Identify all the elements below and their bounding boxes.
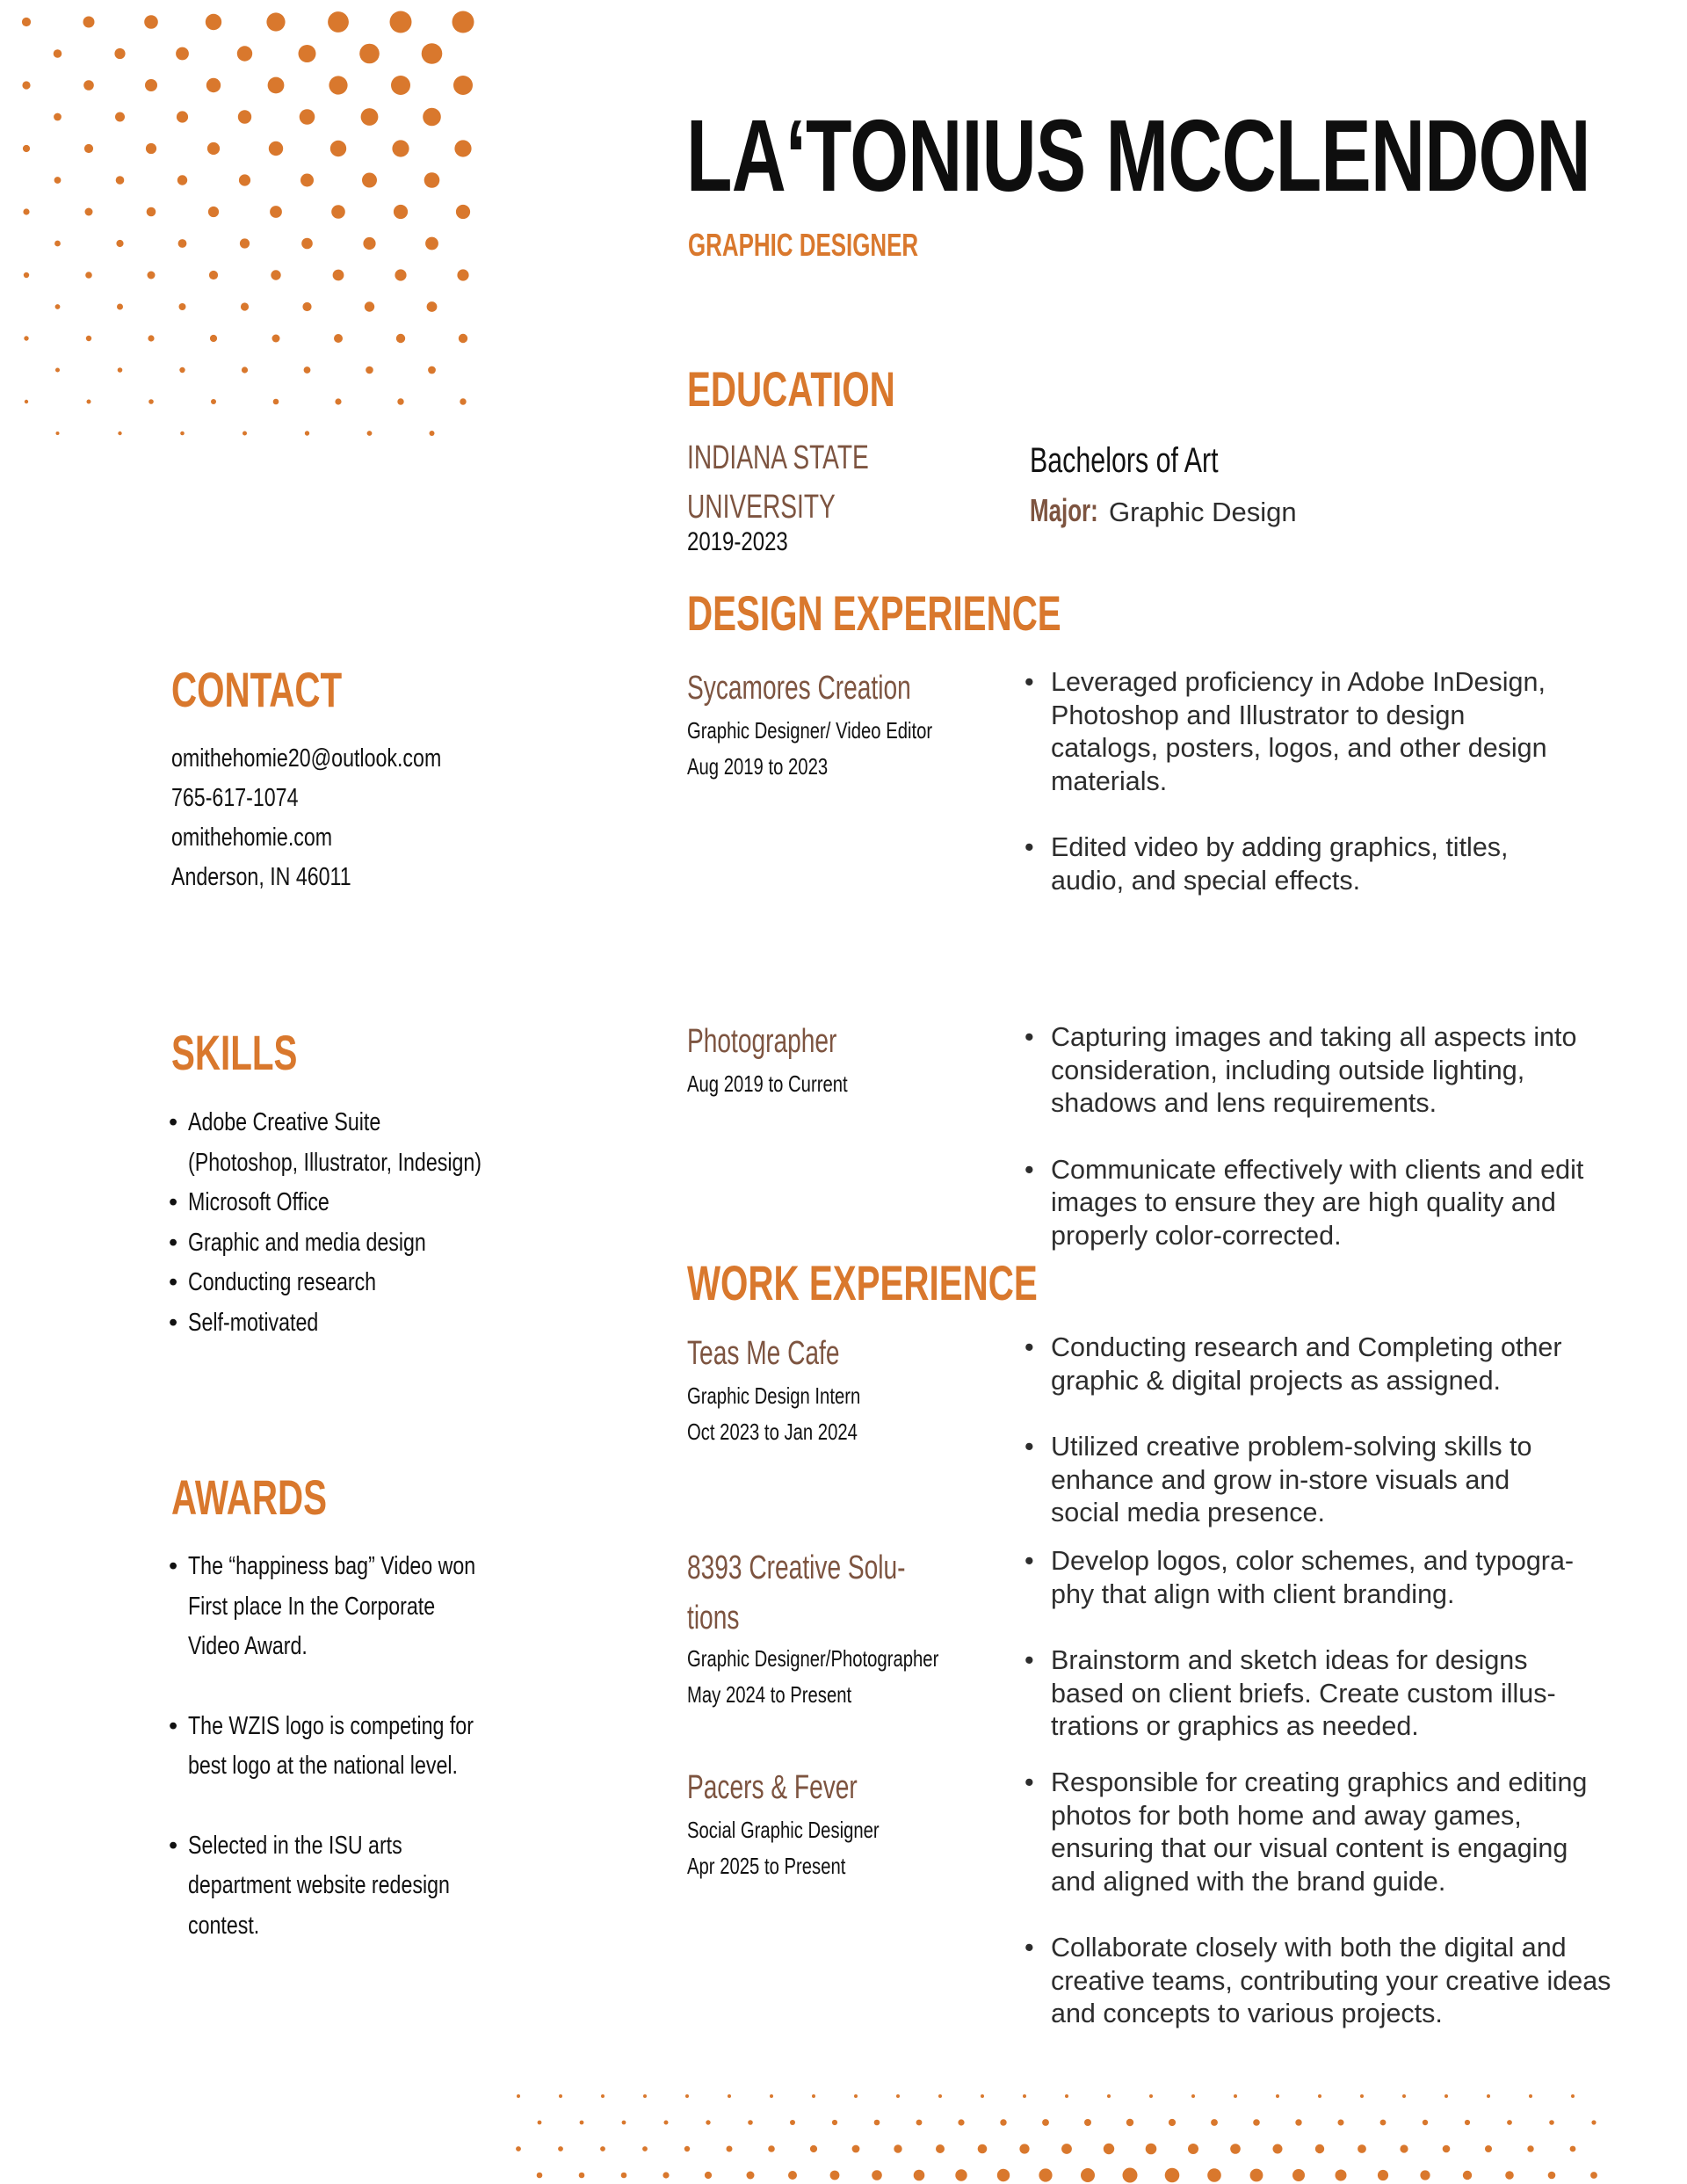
halftone-dot [1380,2120,1387,2126]
halftone-dot [1250,2169,1263,2182]
halftone-dot [1276,2094,1279,2098]
halftone-dot [335,398,341,404]
job-dates: Apr 2025 to Present [687,1853,846,1879]
halftone-dot [237,46,252,61]
halftone-dot [365,301,374,311]
halftone-dot [118,432,121,435]
job-org-line1: 8393 Creative Solu- [687,1549,906,1586]
halftone-dot [874,2120,880,2126]
halftone-dot [1126,2119,1133,2126]
halftone-dot [87,400,91,404]
halftone-dot [22,81,30,89]
halftone-dot [1023,2094,1026,2098]
halftone-dot [1549,2120,1554,2125]
halftone-dot [86,336,91,341]
halftone-dot [538,2121,542,2125]
halftone-dot [1253,2119,1260,2126]
halftone-dot [457,269,468,280]
halftone-dot [705,2172,712,2179]
list-item: • Develop logos, color schemes, and typogra-phy that align with client branding. [1025,1545,1604,1611]
halftone-dot [1169,2119,1176,2126]
halftone-dot [894,2144,901,2152]
halftone-dot [830,2171,840,2180]
halftone-dot [558,2146,563,2151]
design-experience-heading: DESIGN EXPERIENCE [687,585,1061,641]
halftone-dot [1123,2168,1138,2183]
halftone-dot [1149,2094,1153,2098]
halftone-dot [362,173,377,188]
halftone-dot [243,432,247,436]
halftone-dot [209,271,218,279]
awards-heading: AWARDS [171,1469,327,1525]
job-bullets [1025,1767,1611,2031]
halftone-dot [366,366,373,374]
job-bullets [1025,1331,1587,1530]
halftone-dot [1081,2168,1095,2182]
halftone-dot [240,238,250,248]
awards-list [169,1547,547,1946]
halftone-dot [206,78,221,92]
halftone-dot [24,272,29,278]
halftone-dot [208,207,219,217]
halftone-dot [300,109,315,125]
list-item: • Collaborate closely with both the digital and creative teams, contributing your creative ideas and concepts to various projects. [1025,1932,1613,2031]
halftone-dot [329,76,347,94]
halftone-dot [1165,2168,1180,2183]
halftone-dot [241,302,249,310]
job-role: Graphic Design Intern [687,1382,861,1409]
halftone-dot [84,144,93,153]
halftone-dot [938,2094,942,2098]
halftone-dot [270,206,282,218]
halftone-dot [177,175,187,185]
degree: Bachelors of Art [1030,441,1219,480]
halftone-dot [1358,2144,1366,2153]
halftone-dot [706,2120,710,2124]
halftone-dot [271,270,280,279]
halftone-dot [978,2144,988,2154]
halftone-dot [117,304,123,310]
halftone-dot [1295,2119,1301,2125]
halftone-dot [559,2094,562,2098]
halftone-dot [23,208,29,214]
education-years: 2019-2023 [687,527,788,556]
job-org: Pacers & Fever [687,1769,858,1806]
halftone-dot [302,302,311,311]
halftone-dot [334,334,343,343]
halftone-dot [1570,2146,1576,2152]
halftone-dot [1000,2119,1006,2125]
halftone-dot [206,14,221,30]
halftone-dot [1571,2094,1575,2098]
list-item: • Edited video by adding graphics, titles, audio, and special effects. [1025,831,1543,897]
halftone-dot [621,2173,627,2179]
halftone-dot [981,2094,984,2098]
halftone-dot [1548,2172,1556,2180]
halftone-dot [1146,2144,1157,2155]
halftone-dot [180,432,185,436]
halftone-dot [955,2169,967,2180]
halftone-dot [54,177,62,184]
halftone-dot [428,366,436,374]
halftone-dot [422,43,443,64]
halftone-dot [790,2120,795,2125]
halftone-dot [207,142,220,155]
school-name-line1: INDIANA STATE [687,439,869,476]
halftone-dot [580,2121,584,2125]
halftone-dot [1211,2119,1218,2126]
halftone-dot [852,2145,860,2153]
halftone-dot [427,301,438,312]
contact-website[interactable]: omithehomie.com [171,824,333,852]
halftone-dot [268,77,285,94]
list-item: • Self-motivated [169,1303,555,1344]
halftone-dot [812,2094,815,2098]
major-value: Graphic Design [1109,497,1297,527]
list-item: • Adobe Creative Suite (Photoshop, Illustrator, Indesign) [169,1103,555,1183]
halftone-dot [810,2145,817,2152]
halftone-dot [116,240,123,247]
major-label: Major: [1030,492,1098,528]
job-bullets [1025,1545,1587,1744]
halftone-dot [643,2094,647,2098]
halftone-dot [273,399,279,405]
halftone-dot [642,2146,648,2151]
halftone-dot [423,108,441,127]
halftone-dot [516,2146,521,2151]
candidate-title: GRAPHIC DESIGNER [688,227,919,263]
halftone-dot [601,2094,605,2098]
halftone-dot [1400,2144,1408,2152]
halftone-dot [1039,2168,1052,2181]
halftone-dot [176,47,189,61]
halftone-dot [1423,2120,1428,2125]
job-dates: Oct 2023 to Jan 2024 [687,1419,858,1445]
halftone-dot [367,431,373,436]
halftone-dot [425,237,438,250]
halftone-dot [517,2094,520,2098]
job-role: Graphic Designer/Photographer [687,1645,939,1672]
halftone-dot [238,110,251,123]
halftone-dot [1230,2144,1241,2154]
halftone-dot [23,145,30,152]
halftone-dot [148,272,156,279]
skills-list [169,1103,555,1343]
halftone-dot [622,2121,626,2125]
job-bullets [1025,666,1587,897]
major-line [1030,492,1297,529]
halftone-dot [115,112,125,122]
halftone-dot [333,270,344,281]
halftone-dot [85,208,93,216]
list-item: • Communicate effectively with clients and edit images to ensure they are high quality and properly color-corrected. [1025,1154,1596,1253]
halftone-dot [1207,2168,1221,2182]
halftone-dot [1273,2144,1283,2154]
halftone-dot [22,18,31,26]
halftone-dot [748,2120,753,2125]
halftone-dot [239,174,250,185]
halftone-dot [459,334,467,343]
halftone-dot [1315,2144,1324,2153]
halftone-dot [179,303,186,310]
halftone-dot [24,336,28,340]
halftone-dot [85,272,92,279]
halftone-dot [361,108,379,126]
list-item: • Conducting research and Completing other graphic & digital projects as assigned. [1025,1331,1604,1397]
halftone-dot [664,2121,669,2125]
halftone-dot [55,304,61,309]
halftone-dot [1019,2144,1029,2153]
halftone-dot [56,432,60,435]
halftone-dot [177,111,188,122]
halftone-dot [453,76,473,95]
halftone-dot [83,17,95,28]
halftone-dot [997,2169,1010,2181]
halftone-dot [359,44,380,64]
halftone-dot [914,2170,925,2181]
contact-heading: CONTACT [171,662,343,717]
halftone-dot [916,2120,923,2126]
halftone-dot [1234,2094,1237,2098]
list-item: • Graphic and media design [169,1223,555,1264]
list-item: • Utilized creative problem-solving skills to enhance and grow in-store visuals and social media presence. [1025,1431,1578,1530]
halftone-dot [391,76,410,95]
list-item: • Responsible for creating graphics and editing photos for both home and away games, ensuring that our visual content is engaging and aligned with the brand guide. [1025,1767,1613,1898]
halftone-dot [453,11,474,33]
education-heading: EDUCATION [687,361,895,417]
job-role: Graphic Designer/ Video Editor [687,717,933,744]
halftone-dot [1591,2120,1596,2124]
halftone-dot [430,431,435,436]
halftone-dot [662,2172,669,2178]
halftone-dot [936,2144,945,2153]
contact-location: Anderson, IN 46011 [171,863,351,891]
work-experience-heading: WORK EXPERIENCE [687,1255,1038,1310]
halftone-dot [1529,2094,1532,2098]
halftone-dot [1104,2144,1114,2154]
job-org: Sycamores Creation [687,670,911,707]
skills-heading: SKILLS [171,1025,298,1080]
halftone-dot [397,398,403,404]
halftone-dot [266,12,285,31]
halftone-dot [118,367,123,373]
halftone-dot [727,2146,733,2152]
halftone-dot [788,2171,797,2180]
halftone-dot [1318,2094,1321,2098]
halftone-dot [460,398,466,404]
halftone-dot [300,174,314,187]
halftone-dot [747,2172,755,2180]
job-org-line2: tions [687,1600,740,1636]
halftone-dot [684,2146,690,2151]
job-bullets [1025,1021,1587,1252]
halftone-dot [896,2094,900,2098]
halftone-dot [147,207,156,217]
halftone-dot [179,367,185,373]
halftone-dot [211,399,216,404]
halftone-dot [728,2094,731,2098]
halftone-dots-top-left [0,0,492,475]
halftone-dot [579,2173,585,2179]
halftone-dot [1485,2145,1492,2152]
halftone-dot [116,176,125,185]
list-item: • Brainstorm and sketch ideas for designs based on client briefs. Create custom illus-trations or graphics as needed. [1025,1644,1604,1744]
halftone-dot [55,368,60,373]
halftone-dot [1507,2120,1512,2125]
halftone-dot [25,400,28,403]
list-item: • Microsoft Office [169,1183,555,1223]
halftone-dot [1378,2170,1388,2180]
halftone-dot [958,2119,964,2125]
halftone-dot [832,2120,837,2125]
halftone-dot [1338,2120,1344,2126]
halftone-dot [148,399,154,404]
halftone-dot [1084,2119,1091,2126]
halftone-dot [114,48,125,59]
halftone-dot [1402,2094,1406,2098]
halftone-dot [1188,2144,1198,2154]
halftone-dot [770,2094,773,2098]
halftone-dot [1065,2094,1068,2098]
halftone-dot [395,269,406,280]
halftone-dot [1505,2171,1514,2180]
halftone-dot [600,2146,605,2151]
halftone-dot [1465,2120,1470,2125]
halftone-dot [178,239,187,248]
halftone-dot [1420,2170,1430,2180]
halftone-dot [304,366,311,374]
halftone-dot [363,237,375,250]
halftone-dot [1590,2172,1597,2179]
halftone-dot [83,80,94,91]
halftone-dot [272,335,280,343]
halftone-dot [768,2145,775,2152]
list-item: • Selected in the ISU arts department website redesign contest. [169,1826,547,1947]
halftone-dot [685,2094,689,2098]
job-dates: Aug 2019 to Current [687,1070,848,1097]
list-item: • Capturing images and taking all aspects into consideration, including outside lighting, shadows and lens requirements. [1025,1021,1613,1121]
halftone-dot [301,238,313,250]
job-org: Teas Me Cafe [687,1335,840,1372]
halftone-dot [148,335,154,341]
job-role: Social Graphic Designer [687,1817,880,1843]
halftone-dot [54,113,62,121]
list-item: • Leveraged proficiency in Adobe InDesign, Photoshop and Illustrator to design catalogs, posters, logos, and other design materials. [1025,666,1569,798]
halftone-dot [242,366,248,373]
halftone-dot [394,205,408,219]
contact-email[interactable]: omithehomie20@outlook.com [171,744,442,773]
halftone-dot [1444,2094,1448,2098]
halftone-dot [1336,2170,1347,2181]
halftone-dot [328,11,349,33]
contact-phone[interactable]: 765-617-1074 [171,784,299,812]
halftone-dot [146,143,156,154]
halftone-dot [1463,2171,1472,2180]
halftone-dot [54,49,62,58]
halftone-dot [331,205,345,219]
candidate-name: LA‘TONIUS MCCLENDON [686,98,1590,213]
halftone-dot [305,431,309,435]
list-item: • The WZIS logo is competing for best logo at the national level. [169,1707,547,1787]
halftone-dot [145,79,157,91]
halftone-dot [1191,2094,1195,2098]
job-dates: May 2024 to Present [687,1681,852,1708]
halftone-dot [144,15,158,29]
halftone-dot [1360,2094,1364,2098]
halftone-dot [854,2094,858,2098]
halftone-dot [537,2173,543,2179]
halftone-dot [1061,2144,1072,2154]
halftone-dot [1042,2119,1049,2126]
halftone-dot [872,2170,882,2180]
school-name-line2: UNIVERSITY [687,489,836,526]
halftone-dot [1527,2145,1533,2151]
halftone-dot [454,140,471,156]
halftone-dot [424,172,440,188]
halftone-dot [396,334,405,343]
halftone-dot [392,140,409,156]
halftone-dot [1292,2169,1305,2181]
halftone-dot [330,141,346,156]
halftone-dot [390,11,412,33]
halftone-dot [54,241,61,247]
halftone-dot [456,205,470,219]
halftone-dot [210,335,217,342]
halftone-dot [1107,2094,1111,2098]
halftone-dot [269,141,283,156]
job-org: Photographer [687,1023,837,1060]
list-item: • Conducting research [169,1263,555,1303]
job-dates: Aug 2019 to 2023 [687,753,829,780]
halftone-dot [299,45,316,62]
halftone-dot [1443,2145,1451,2153]
halftone-dot [1487,2094,1490,2098]
list-item: • The “happiness bag” Video won First place In the Corporate Video Award. [169,1547,547,1667]
